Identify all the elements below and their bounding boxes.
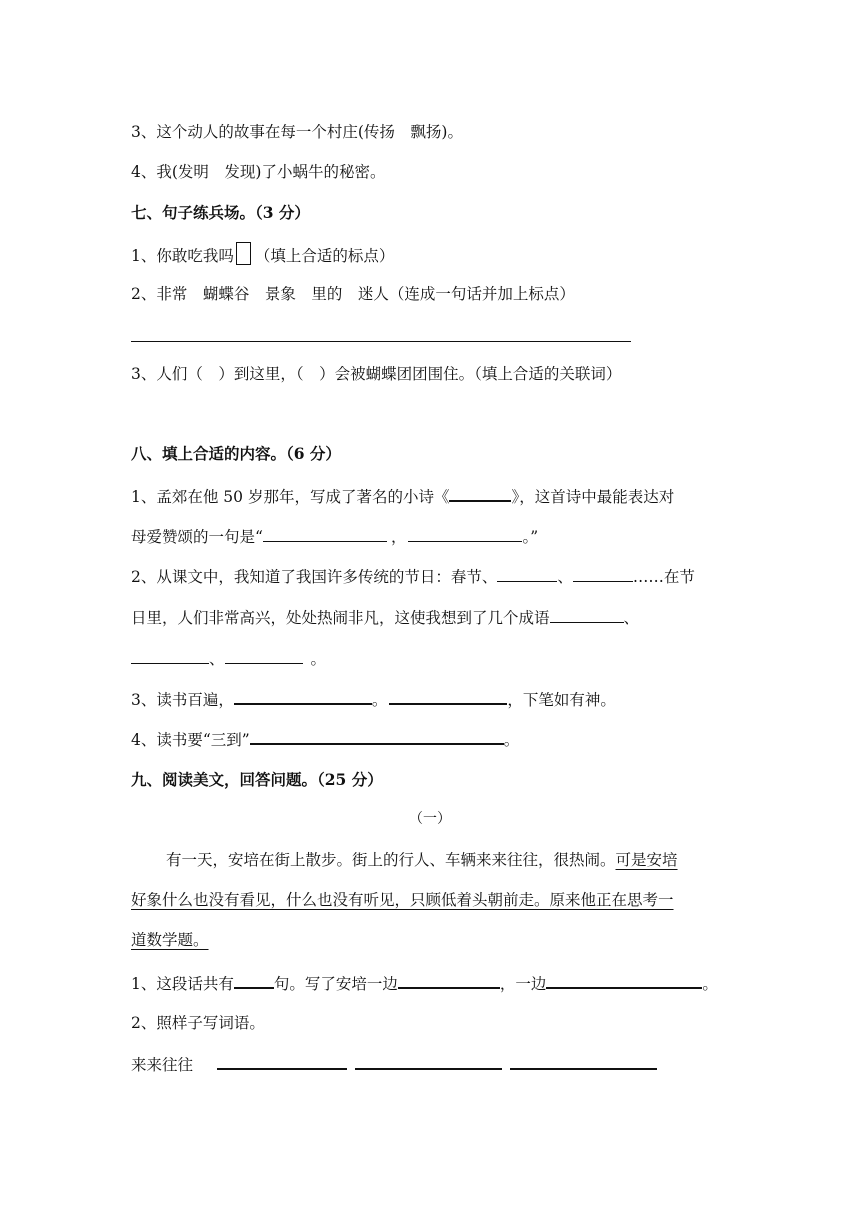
question-8-3-text-c: ，下笔如有神。 <box>507 691 616 709</box>
word-example-line <box>131 1053 657 1075</box>
question-7-2: 2、非常 蝴蝶谷 景象 里的 迷人（连成一句话并加上标点） <box>131 285 575 303</box>
question-8-2-line-1 <box>131 566 695 587</box>
reading-question-1-end: 。 <box>702 975 718 993</box>
sentence-count-blank[interactable] <box>234 972 274 989</box>
punctuation-box[interactable] <box>236 242 251 265</box>
reading-question-1-text-a: 1、这段话共有 <box>131 975 234 993</box>
action-blank-1[interactable] <box>398 972 500 989</box>
question-8-2-sep-3: 、 <box>209 650 225 668</box>
question-8-1-line-1 <box>131 485 674 507</box>
section-7-heading: 七、句子练兵场。（3 分） <box>131 203 310 222</box>
question-8-3 <box>131 688 616 710</box>
reading-rule-blank[interactable] <box>250 728 504 745</box>
passage-underlined-1: 可是安培 <box>615 851 678 869</box>
poem-line-blank-2[interactable] <box>408 526 522 542</box>
festival-blank-1[interactable] <box>497 566 557 582</box>
word-blank-1[interactable] <box>217 1053 347 1070</box>
passage-line-1 <box>166 850 678 870</box>
question-8-2-line-2 <box>131 607 639 628</box>
festival-blank-2[interactable] <box>573 566 633 582</box>
question-7-1-text: 1、你敢吃我吗 <box>131 247 234 265</box>
question-7-1 <box>131 242 394 266</box>
question-8-1-text-c: 母爱赞颂的一句是“ <box>131 528 263 546</box>
question-6-4: 4、我(发明 发现)了小蜗牛的秘密。 <box>131 163 386 181</box>
question-8-2-end: 。 <box>310 650 327 668</box>
reading-question-1-text-b: 句。写了安培一边 <box>273 975 398 993</box>
question-8-3-text-b: 。 <box>371 691 388 709</box>
question-8-3-text-a: 3、读书百遍， <box>131 691 234 709</box>
question-8-2-text-c: 日里，人们非常高兴，处处热闹非凡，这使我想到了几个成语 <box>131 609 550 627</box>
question-7-1-hint: （填上合适的标点） <box>254 247 395 265</box>
idiom-blank-3[interactable] <box>225 648 303 664</box>
question-8-2-line-3 <box>131 648 326 669</box>
question-8-1-text-b: 》，这首诗中最能表达对 <box>511 488 675 506</box>
passage-text-1: 有一天，安培在街上散步。街上的行人、车辆来来往往，很热闹。 <box>166 851 616 869</box>
answer-line-7-2[interactable] <box>131 341 631 342</box>
passage-underlined-3: 道数学题。 <box>131 931 209 949</box>
reading-question-2: 2、照样子写词语。 <box>131 1014 265 1032</box>
proverb-blank-1[interactable] <box>234 688 372 705</box>
question-7-3: 3、人们（ ）到这里，（ ）会被蝴蝶团团围住。（填上合适的关联词） <box>131 365 622 383</box>
reading-question-1-text-c: ，一边 <box>499 975 547 993</box>
question-8-2-text-b: ……在节 <box>632 568 695 586</box>
passage-number: （一） <box>409 811 451 827</box>
passage-line-2: 好象什么也没有看见，什么也没有听见，只顾低着头朝前走。原来他正在思考一 <box>131 891 674 909</box>
question-8-2-sep-2: 、 <box>623 609 640 627</box>
poem-line-blank-1[interactable] <box>263 526 387 542</box>
question-8-2-text-a: 2、从课文中，我知道了我国许多传统的节日：春节、 <box>131 568 498 586</box>
question-8-1-text-a: 1、孟郊在他 50 岁那年，写成了著名的小诗《 <box>131 488 450 506</box>
reading-question-1 <box>131 972 718 994</box>
word-blank-3[interactable] <box>510 1053 657 1070</box>
section-8-heading: 八、填上合适的内容。（6 分） <box>131 444 341 463</box>
proverb-blank-2[interactable] <box>389 688 507 705</box>
question-8-2-sep: 、 <box>557 568 573 586</box>
question-6-3: 3、这个动人的故事在每一个村庄(传扬 飘扬)。 <box>131 123 463 141</box>
section-9-heading: 九、阅读美文，回答问题。（25 分） <box>131 770 383 789</box>
poem-title-blank[interactable] <box>449 485 511 502</box>
action-blank-2[interactable] <box>546 972 702 989</box>
word-example: 来来往往 <box>131 1056 194 1074</box>
question-8-1-comma: ， <box>390 528 407 546</box>
question-8-4 <box>131 728 519 750</box>
question-8-4-text-a: 4、读书要“三到” <box>131 731 250 749</box>
question-8-1-line-2 <box>131 526 538 547</box>
idiom-blank-2[interactable] <box>131 648 209 664</box>
question-8-1-end: 。” <box>522 528 539 546</box>
question-8-4-text-b: 。 <box>503 731 520 749</box>
word-blank-2[interactable] <box>355 1053 502 1070</box>
idiom-blank-1[interactable] <box>550 607 624 623</box>
passage-line-3 <box>131 930 215 950</box>
